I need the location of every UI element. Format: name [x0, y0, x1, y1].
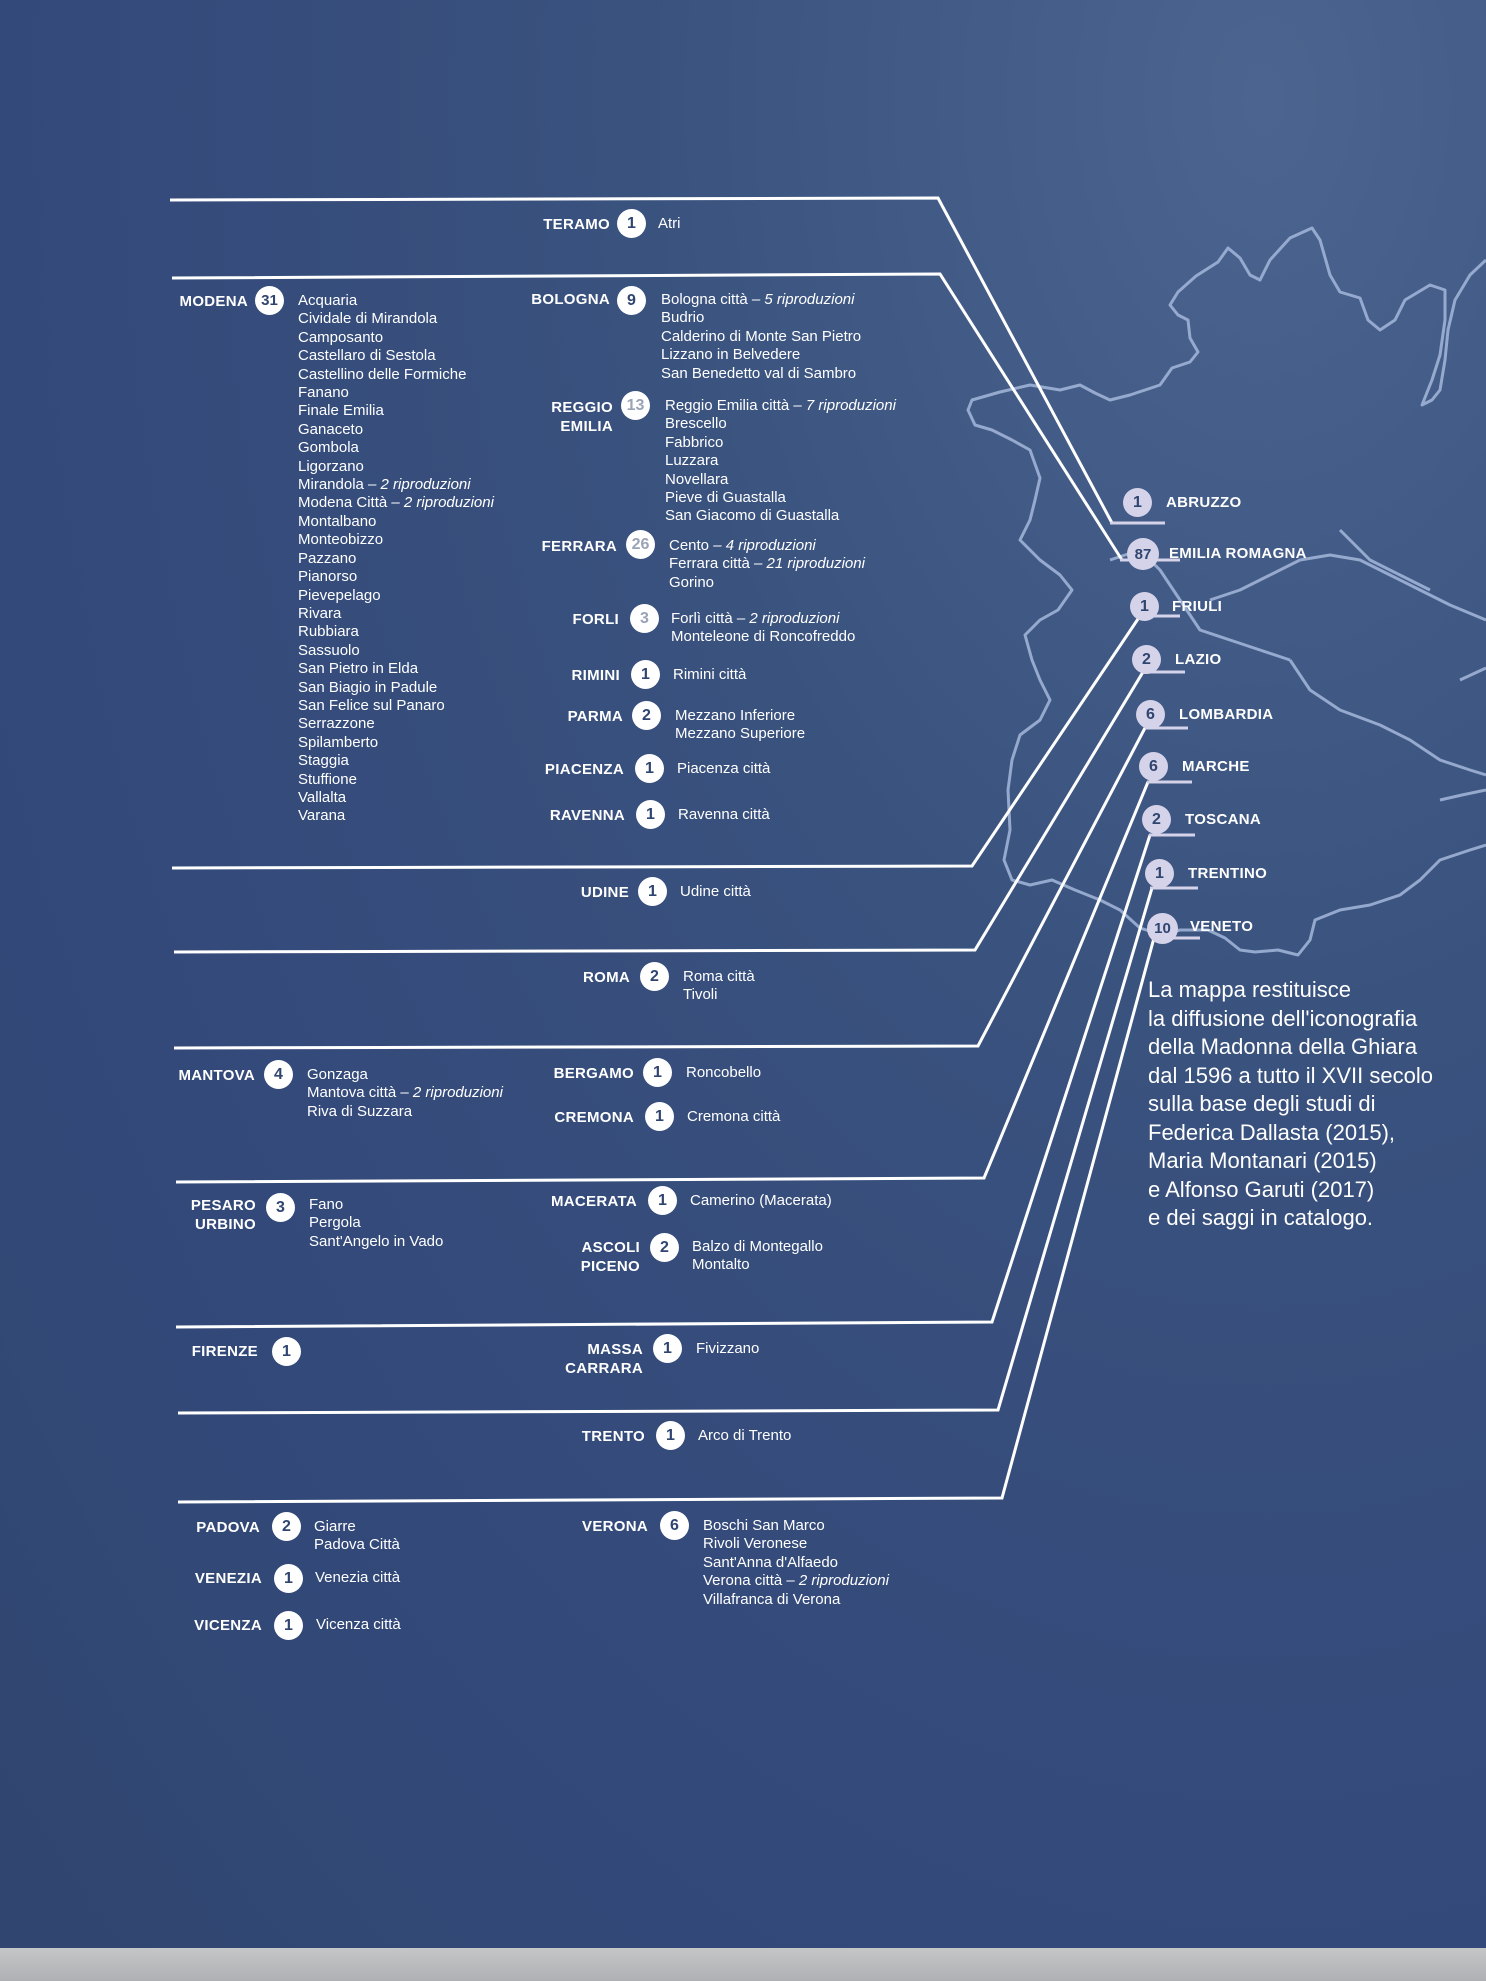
town-list-teramo [658, 215, 681, 233]
region-badge-trentino: 1 [1145, 859, 1174, 888]
town-item [692, 1256, 823, 1274]
town-list-forli [671, 610, 855, 647]
town-item [703, 1535, 889, 1553]
town-item [315, 1569, 400, 1587]
town-name: Mezzano Inferiore [675, 707, 796, 724]
town-item [669, 574, 865, 592]
town-name: Pazzano [298, 549, 357, 567]
town-item [298, 715, 494, 733]
town-list-reggio-emilia [665, 397, 896, 526]
count-badge-modena: 31 [255, 286, 284, 315]
province-name-ravenna: RAVENNA [549, 807, 625, 824]
region-badge-friuli: 1 [1130, 592, 1159, 621]
town-name: Piacenza città [677, 760, 771, 777]
town-item [298, 531, 494, 549]
count-badge-verona: 6 [660, 1511, 689, 1540]
town-item [298, 752, 494, 770]
province-name-forli: FORLI [572, 611, 619, 628]
region-name-friuli: FRIULI [1172, 598, 1223, 615]
town-name: Brescello [665, 415, 727, 433]
town-item [698, 1427, 791, 1445]
town-name: Vicenza città [316, 1616, 401, 1633]
town-name: Ravenna città [678, 806, 770, 823]
count-badge-padova: 2 [272, 1512, 301, 1541]
town-item [671, 628, 855, 646]
note-line: della Madonna della Ghiara [1148, 1034, 1418, 1059]
town-name: Riva di Suzzara [307, 1102, 413, 1120]
town-name: Arco di Trento [698, 1427, 792, 1444]
province-name-firenze: FIRENZE [191, 1343, 258, 1360]
province-name-pesaro-urbino: PESARO URBINO [190, 1197, 256, 1233]
town-item [703, 1591, 889, 1609]
town-list-pesaro-urbino [309, 1196, 443, 1251]
town-item [314, 1518, 400, 1536]
town-item [661, 365, 861, 383]
town-name: Pergola [309, 1214, 361, 1232]
region-badge-emilia-romagna: 87 [1127, 538, 1159, 570]
town-name: Gombola [298, 439, 359, 457]
floor-strip [0, 1948, 1486, 1981]
town-name: Rimini città [673, 666, 747, 683]
reproduction-note: – 2 riproduzioni [387, 494, 494, 512]
town-list-macerata [690, 1192, 832, 1210]
town-name: Sant'Angelo in Vado [309, 1232, 444, 1250]
town-item: Atri [658, 215, 681, 232]
town-name: Monteleone di Roncofreddo [671, 628, 856, 646]
note-line: sulla base degli studi di [1148, 1091, 1376, 1116]
town-item [677, 760, 770, 778]
town-name: Montalto [692, 1256, 750, 1274]
region-name-lombardia: LOMBARDIA [1179, 706, 1274, 723]
note-line: Federica Dallasta (2015), [1148, 1119, 1396, 1145]
town-item [298, 310, 494, 328]
town-name: Sant'Anna d'Alfaedo [703, 1553, 838, 1571]
town-list-bologna [661, 291, 861, 383]
province-name-trento: TRENTO [581, 1428, 645, 1445]
town-item [298, 587, 494, 605]
town-item [687, 1108, 780, 1126]
town-list-modena [298, 292, 494, 826]
town-name: San Benedetto val di Sambro [661, 364, 857, 382]
town-item [298, 476, 494, 494]
town-item [298, 329, 494, 347]
town-item [665, 397, 896, 415]
town-item [298, 660, 494, 678]
town-name: Roma città [683, 968, 755, 985]
town-name: Forlì città [671, 610, 733, 627]
town-name: Verona città [703, 1572, 783, 1590]
reproduction-note: – 21 riproduzioni [749, 555, 865, 573]
town-name: Castellaro di Sestola [298, 347, 436, 365]
town-item [683, 986, 755, 1004]
reproduction-note: – 2 riproduzioni [732, 610, 840, 627]
province-name-teramo: TERAMO [543, 216, 610, 233]
count-badge-ascoli-piceno: 2 [650, 1233, 679, 1262]
town-name: Modena Città [298, 494, 388, 512]
town-item [307, 1084, 503, 1102]
town-item [298, 439, 494, 457]
town-name: Pieve di Guastalla [665, 489, 786, 507]
province-name-mantova: MANTOVA [178, 1067, 255, 1084]
province-name-cremona: CREMONA [554, 1109, 634, 1126]
town-name: Budrio [661, 309, 705, 327]
province-name-reggio-emilia: REGGIO EMILIA [551, 399, 613, 435]
count-badge-trento: 1 [656, 1421, 685, 1450]
town-list-piacenza [677, 760, 770, 778]
town-item [703, 1554, 889, 1572]
town-item [298, 605, 494, 623]
town-item [298, 789, 494, 807]
province-name-verona: VERONA [582, 1518, 648, 1535]
town-item [665, 489, 896, 507]
town-list-cremona [687, 1108, 780, 1126]
italy-map-outline [968, 228, 1486, 955]
note-line: Maria Montanari (2015) [1148, 1148, 1377, 1173]
province-name-bergamo: BERGAMO [553, 1065, 634, 1082]
town-item [665, 471, 896, 489]
province-name-rimini: RIMINI [571, 667, 620, 684]
town-name: Ganaceto [298, 420, 364, 438]
town-item [298, 402, 494, 420]
town-name: Fanano [298, 384, 349, 402]
town-item [675, 725, 805, 743]
town-item [661, 346, 861, 364]
count-badge-parma: 2 [632, 701, 661, 730]
count-badge-roma: 2 [640, 962, 669, 991]
province-name-piacenza: PIACENZA [544, 761, 624, 778]
town-name: Cento [669, 537, 710, 554]
town-name: Pievepelago [298, 586, 381, 604]
region-name-toscana: TOSCANA [1185, 811, 1261, 828]
count-badge-firenze: 1 [272, 1337, 301, 1366]
region-badge-abruzzo: 1 [1123, 488, 1152, 517]
town-name: Gorino [669, 573, 715, 591]
town-list-padova [314, 1518, 400, 1555]
town-item [298, 568, 494, 586]
province-name-roma: ROMA [582, 969, 630, 986]
count-badge-cremona: 1 [645, 1102, 674, 1131]
town-name: Monteobizzo [298, 531, 384, 549]
town-item [307, 1066, 503, 1084]
count-badge-forli: 3 [630, 604, 659, 633]
region-name-marche: MARCHE [1182, 758, 1250, 775]
town-item [661, 328, 861, 346]
region-badge-lazio: 2 [1132, 645, 1161, 674]
town-item [665, 452, 896, 470]
reproduction-note: – 4 riproduzioni [709, 537, 816, 554]
count-badge-venezia: 1 [274, 1564, 303, 1593]
town-name: Balzo di Montegallo [692, 1238, 823, 1255]
town-list-udine [680, 883, 751, 901]
town-item [298, 642, 494, 660]
town-list-mantova [307, 1066, 503, 1121]
town-item [298, 623, 494, 641]
town-name: Tivoli [683, 986, 718, 1004]
town-name: San Biagio in Padule [298, 678, 438, 696]
town-list-rimini [673, 666, 746, 684]
town-item [690, 1192, 832, 1210]
town-item [298, 347, 494, 365]
town-name: Finale Emilia [298, 402, 384, 420]
region-name-lazio: LAZIO [1175, 651, 1222, 668]
town-name: Stuffione [298, 770, 357, 788]
reproduction-note: – 2 riproduzioni [396, 1084, 503, 1102]
note-line: La mappa restituisce [1148, 977, 1351, 1002]
town-name: Villafranca di Verona [703, 1590, 841, 1608]
province-name-parma: PARMA [567, 708, 623, 725]
town-name: Fivizzano [696, 1340, 760, 1357]
town-item [298, 550, 494, 568]
town-name: Mantova città [307, 1084, 397, 1102]
town-name: Giarre [314, 1518, 356, 1535]
town-item [314, 1536, 400, 1554]
town-list-trento [698, 1427, 791, 1445]
town-name: Roncobello [686, 1064, 762, 1081]
province-name-ferrara: FERRARA [541, 538, 617, 555]
town-name: Varana [298, 807, 346, 825]
count-badge-udine: 1 [638, 877, 667, 906]
town-name: Pianorso [298, 568, 358, 586]
town-item [298, 421, 494, 439]
town-name: Acquaria [298, 292, 358, 309]
town-item [298, 292, 494, 310]
description-note [1148, 976, 1478, 1233]
town-item [669, 537, 865, 555]
count-badge-ravenna: 1 [636, 800, 665, 829]
note-line: dal 1596 a tutto il XVII secolo [1148, 1062, 1433, 1088]
town-item [298, 494, 494, 512]
province-name-bologna: BOLOGNA [531, 291, 610, 308]
town-name: Lizzano in Belvedere [661, 346, 801, 364]
province-name-padova: PADOVA [196, 1519, 260, 1536]
town-name: Bologna città [661, 291, 748, 308]
reproduction-note: – 7 riproduzioni [789, 397, 896, 414]
town-list-ascoli-piceno [692, 1238, 823, 1275]
reproduction-note: – 2 riproduzioni [782, 1572, 889, 1590]
note-line: e dei saggi in catalogo. [1148, 1205, 1374, 1230]
town-name: Udine città [680, 883, 751, 900]
town-name: San Felice sul Panaro [298, 696, 445, 714]
note-line: la diffusione dell'iconografia [1148, 1005, 1418, 1031]
town-name: San Giacomo di Guastalla [665, 507, 840, 525]
reproduction-note: – 2 riproduzioni [363, 476, 471, 494]
town-name: Staggia [298, 752, 349, 770]
count-badge-mantova: 4 [264, 1060, 293, 1089]
count-badge-piacenza: 1 [635, 754, 664, 783]
town-item [683, 968, 755, 986]
town-list-roma [683, 968, 755, 1005]
count-badge-macerata: 1 [648, 1186, 677, 1215]
town-item [696, 1340, 759, 1358]
town-list-parma [675, 707, 805, 744]
town-list-ferrara [669, 537, 865, 592]
province-name-vicenza: VICENZA [194, 1617, 262, 1634]
town-name: Montalbano [298, 512, 377, 530]
reproduction-note: – 5 riproduzioni [747, 291, 855, 308]
town-name: Rivoli Veronese [703, 1535, 808, 1553]
province-name-udine: UDINE [580, 884, 629, 901]
province-name-modena: MODENA [179, 293, 248, 310]
town-item [307, 1103, 503, 1121]
town-name: Cividale di Mirandola [298, 310, 438, 328]
region-badge-lombardia: 6 [1136, 700, 1165, 729]
province-name-ascoli-piceno: ASCOLI PICENO [580, 1239, 640, 1275]
town-item [298, 366, 494, 384]
note-line: e Alfonso Garuti (2017) [1148, 1176, 1375, 1202]
town-name: Castellino delle Formiche [298, 365, 467, 383]
town-item [661, 291, 861, 309]
region-name-abruzzo: ABRUZZO [1166, 494, 1242, 511]
town-name: Calderino di Monte San Pietro [661, 327, 862, 345]
town-name: Gonzaga [307, 1066, 368, 1083]
town-name: Venezia città [315, 1569, 401, 1586]
town-item [298, 513, 494, 531]
count-badge-massa-carrara: 1 [653, 1334, 682, 1363]
town-item [671, 610, 855, 628]
region-name-veneto: VENETO [1190, 918, 1254, 935]
count-badge-reggio-emilia: 13 [621, 391, 650, 420]
town-name: Vallalta [298, 788, 347, 806]
count-badge-bologna: 9 [617, 286, 646, 315]
town-item [686, 1064, 761, 1082]
town-item [692, 1238, 823, 1256]
town-name: Boschi San Marco [703, 1517, 825, 1534]
town-name: Sassuolo [298, 641, 360, 659]
town-name: Luzzara [665, 452, 719, 470]
town-item [665, 434, 896, 452]
town-item [673, 666, 746, 684]
town-name: Rubbiara [298, 623, 359, 641]
town-name: San Pietro in Elda [298, 660, 419, 678]
town-list-vicenza [316, 1616, 401, 1634]
town-item [678, 806, 770, 824]
town-item [298, 697, 494, 715]
town-name: Camerino (Macerata) [690, 1192, 832, 1209]
town-list-bergamo [686, 1064, 761, 1082]
town-item [309, 1196, 443, 1214]
town-name: Ferrara città [669, 555, 750, 573]
town-item [675, 707, 805, 725]
town-item [298, 807, 494, 825]
town-name: Cremona città [687, 1108, 781, 1125]
town-list-venezia [315, 1569, 400, 1587]
town-item [680, 883, 751, 901]
town-name: Serrazzone [298, 715, 375, 733]
town-list-ravenna [678, 806, 770, 824]
town-item [665, 507, 896, 525]
town-name: Camposanto [298, 328, 384, 346]
province-name-macerata: MACERATA [551, 1193, 637, 1210]
town-item [669, 555, 865, 573]
town-item [298, 734, 494, 752]
town-item [661, 309, 861, 327]
town-item [316, 1616, 401, 1634]
town-list-massa-carrara [696, 1340, 759, 1358]
town-name: Fabbrico [665, 433, 724, 451]
count-badge-pesaro-urbino: 3 [266, 1193, 295, 1222]
count-badge-bergamo: 1 [643, 1058, 672, 1087]
region-name-emilia-romagna: EMILIA ROMAGNA [1169, 545, 1307, 562]
town-name: Spilamberto [298, 733, 379, 751]
town-item [703, 1572, 889, 1590]
town-name: Ligorzano [298, 457, 364, 475]
town-item [665, 415, 896, 433]
town-item [298, 679, 494, 697]
region-badge-toscana: 2 [1142, 805, 1171, 834]
town-item [309, 1233, 443, 1251]
town-item [298, 771, 494, 789]
count-badge-ferrara: 26 [626, 530, 655, 559]
town-item [309, 1214, 443, 1232]
region-badge-marche: 6 [1139, 752, 1168, 781]
town-name: Mezzano Superiore [675, 725, 806, 743]
province-name-venezia: VENEZIA [194, 1570, 262, 1587]
region-name-trentino: TRENTINO [1188, 865, 1268, 882]
town-item [298, 458, 494, 476]
region-badge-veneto: 10 [1147, 913, 1178, 944]
town-name: Novellara [665, 470, 729, 488]
town-name: Rivara [298, 604, 342, 622]
count-badge-rimini: 1 [631, 660, 660, 689]
town-item [298, 384, 494, 402]
town-name: Reggio Emilia città [665, 397, 790, 414]
town-name: Padova Città [314, 1536, 400, 1554]
town-name: Fano [309, 1196, 344, 1213]
count-badge-vicenza: 1 [274, 1611, 303, 1640]
count-badge-teramo: 1 [617, 209, 646, 238]
province-name-massa-carrara: MASSA CARRARA [565, 1341, 643, 1377]
town-item [703, 1517, 889, 1535]
town-name: Mirandola [298, 476, 364, 494]
town-list-verona [703, 1517, 889, 1609]
